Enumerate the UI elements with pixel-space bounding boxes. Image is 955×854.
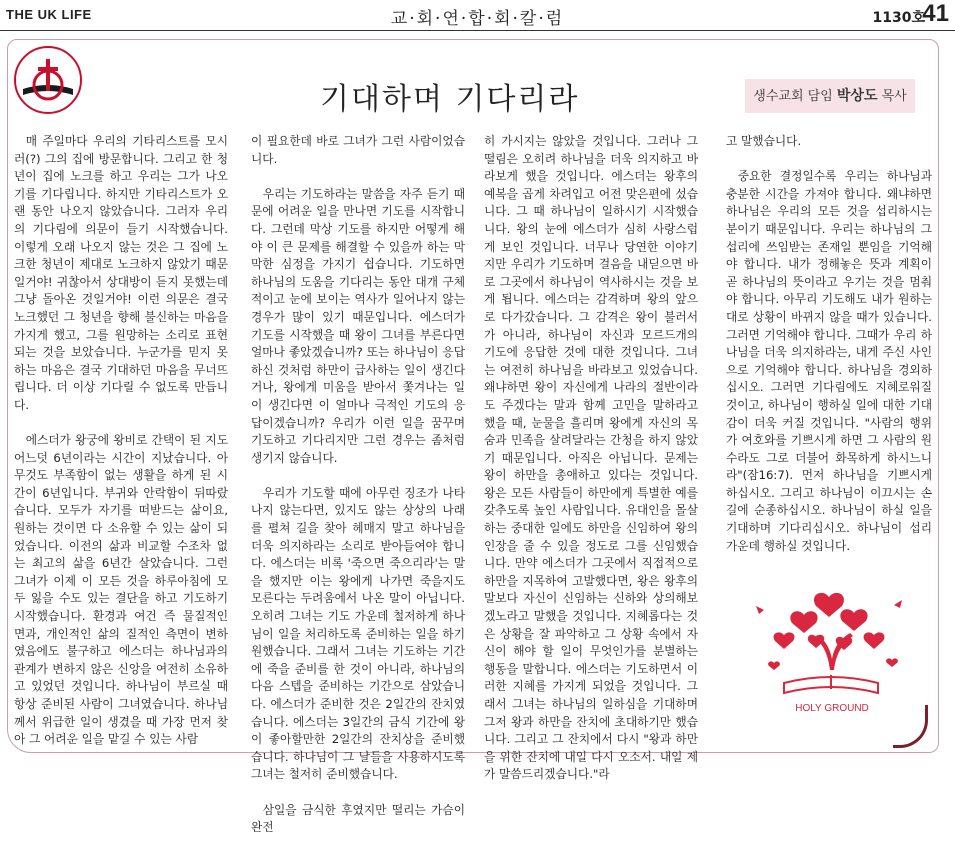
heart-tree-illustration [744,575,919,725]
article-column-3 [484,133,698,802]
paragraph: 매 주일마다 우리의 기타리스트를 모시러(?) 그의 집에 방문합니다. 그리고 한 청년이 집에 노크를 하고 우리는 그가 나오기를 기다립니다. 하지만 기타리스트가 오랜 동안 나오지 않았습니다. 그러자 우리의 기다림에 의문이 들기 시작했습니다. 이렇게 오래 나오지 않는 것은 그 집에 노크한 청년이 제대로 노크하지 않았기 때문일거야! 귀찮아서 상대방이 듣지 못했는데 그냥 돌아온 것일거야! 이런 의문은 결국 노크했던 그 청년을 향해 불신하는 마음을 가지게 했고, 그를 원망하는 소리로 표현되는 것을 보았습니다. 누군가를 믿지 못하는 마음은 결국 기대하던 마음을 무너뜨립니다. 더 이상 기다릴 수 없도록 만듭니다. [14,134,228,412]
section-title: 교·회·연·합·회·칼·럼 [390,9,565,29]
church-association-logo [13,45,83,115]
publication-name: THE UK LIFE [6,7,92,22]
paragraph: 우리가 기도할 때에 아무런 징조가 나타나지 않는다면, 있지도 않는 상상의 나래를 펼쳐 길을 찾아 헤매지 말고 하나님을 더욱 의지하라는 소리로 받아들여야 합니다. 에스더는 비록 '죽으면 죽으리라'는 말을 했지만 이는 왕에게 나가면 죽을지도 모른다는 두려움에서 나온 말이 아닙니다. 오히려 그녀는 기도 가운데 철저하게 하나님이 일을 처리하도록 준비하는 일을 하기 원했습니다. 그래서 그녀는 기도하는 기간에 죽을 준비를 한 것이 아니라, 하나님의 다음 스텝을 준비하는 기간으로 삼았습니다. 에스더가 준비한 것은 2일간의 잔치였습니다. 에스더는 3일간의 금식 기간에 왕이 좋아할만한 2일간의 잔치상을 준비했습니다. 하나님이 그 날들을 사용하시도록 그녀는 철저히 준비했습니다. [251,485,465,782]
illustration-caption: HOLY GROUND [795,703,869,714]
article-column-4 [726,133,932,573]
author-byline [745,79,915,113]
byline-role: 목사 [881,89,907,104]
issue-number: 1130호 [872,10,925,26]
paragraph: 고 말했습니다. [726,134,802,148]
paragraph: 에스더가 왕궁에 왕비로 간택이 된 지도 어느덧 6년이라는 시간이 지났습니다. 아무것도 부족함이 없는 생활을 하게 된 시간이 6년입니다. 부귀와 안락함이 뒤따랐습니다. 모두가 자기를 떠받드는 삶이요, 원하는 것이면 다 소유할 수 있는 삶이 되었습니다. 이전의 삶과 비교할 수조차 없는 최고의 삶을 6년간 살았습니다. 그런 그녀가 이제 이 모든 것을 하루아침에 모두 잃을 수도 있는 결단을 하고 기도하기 시작했습니다. 환경과 여건 즉 물질적인 면과, 개인적인 삶의 질적인 측면이 변하였음에도 불구하고 에스더는 하나님과의 관계가 변하지 않은 신앙을 여전히 소유하고 있었던 것입니다. 하나님이 부르실 때 항상 준비된 사람이 그녀였습니다. 하나님께서 위급한 일이 생겼을 때 가장 먼저 찾아 그 어려운 일을 맡길 수 있는 사람 [14,433,228,747]
paragraph: 우리는 기도하라는 말씀을 자주 듣기 때문에 어려운 일을 만나면 기도를 시작합니다. 그런데 막상 기도를 하지만 어떻게 해야 이 큰 문제를 해결할 수 있을까 하는 막막한 심정을 가지기 쉽습니다. 기도하면 하나님의 도움을 기다리는 동안 대개 구체적이고 눈에 보이는 역사가 일어나지 않는 경우가 많이 있기 때문입니다. 에스더가 기도를 시작했을 때 왕이 그녀를 부른다면 얼마나 좋았겠습니까? 또는 하나님이 응답하신 것처럼 하만이 급사하는 일이 생긴다거나, 왕에게 미움을 받아서 쫓겨나는 일이 생긴다면 이 얼마나 극적인 기도의 응답이겠습니까? 우리가 이런 일을 꿈꾸며 기도하고 기다리지만 그런 경우는 좀처럼 생기지 않습니다. [251,186,465,465]
byline-church: 생수교회 담임 [753,89,833,104]
paragraph: 중요한 결정일수록 우리는 하나님과 충분한 시간을 가져야 합니다. 왜냐하면 하나님은 우리의 모든 것을 섭리하시는 분이기 때문입니다. 우리는 하나님의 그 섭리에 쓰임받는 존재일 뿐임을 기억해야 합니다. 내가 정해놓은 뜻과 계획이 곧 하나님의 뜻이라고 우기는 것을 멈춰야 합니다. 아무리 기도해도 내가 원하는 대로 상황이 바뀌지 않을 때가 있습니다. 그러면 기억해야 합니다. 그때가 우리 하나님을 더욱 의지하라는, 내게 주신 사인으로 기억해야 합니다. 하나님을 경외하십시오. 그러면 기다림에도 지혜로워질 것이고, 하나님이 행하실 일에 대한 기대감이 더욱 커질 것입니다. "사람의 행위가 여호와를 기쁘시게 하면 그 사람의 원수라도 그로 더불어 화목하게 하시느니라"(잠16:7). 먼저 하나님을 기쁘시게 하십시오. 그리고 하나님이 이끄시는 손길에 순종하십시오. 하나님이 하실 일을 기대하며 기다리십시오. 하나님이 섭리가운데 행하실 것입니다. [726,169,932,553]
article-title: 기대하며 기다리라 [320,82,580,117]
paragraph: 히 가시지는 않았을 것입니다. 그러나 그 떨림은 오히려 하나님을 더욱 의지하고 바라보게 했을 것입니다. 에스더는 왕후의 예복을 곱게 차려입고 어전 맞은편에 섰습니다. 그 때 하나님이 일하시기 시작했습니다. 왕의 눈에 에스더가 심히 사랑스럽게 보인 것입니다. 너무나 당연한 이야기지만 우리가 기도하며 걸음을 내딛으면 바로 그곳에서 하나님이 역사하시는 것을 보게 됩니다. 에스더는 감격하며 왕의 앞으로 다가갔습니다. 그 감격은 왕이 불러서가 아니라, 하나님이 자신과 모르드개의 기도에 응답한 것에 대한 것입니다. 그녀는 여전히 하나님을 바라보고 있었습니다. 왜냐하면 왕이 자신에게 나라의 절반이라도 주겠다는 말과 함께 고민을 말하라고 했을 때, 눈물을 흘리며 왕에게 자신의 목숨과 민족을 살려달라는 간청을 하지 않았기 때문입니다. 아직은 아닙니다. 문제는 왕이 하만을 총애하고 있다는 것입니다. 왕은 모든 사람들이 하만에게 특별한 예를 갖추도록 높인 사람입니다. 유대인을 몰살하는 중대한 일에도 하만을 신임하여 왕의 인장을 줄 수 있을 정도로 그를 신임했습니다. 만약 에스더가 그곳에서 직접적으로 하만을 지목하여 고발했다면, 왕은 왕후의 말보다 자신이 신임하는 신하와 상의해보겠노라고 말했을 것입니다. 지혜롭다는 것은 상황을 잘 파악하고 그 상황 속에서 자신이 해야 할 일이 무엇인가를 분별하는 행동을 말합니다. 에스더는 기도하면서 이러한 지혜를 가지게 되었을 것입니다. 그래서 그녀는 하나님의 일하심을 기대하며 그저 왕과 하만을 잔치에 초대하기만 했습니다. 그리고 그 잔치에서 다시 "왕과 하만을 위한 잔치에 내일 다시 오소서. 내일 제가 말씀드리겠습니다."라 [484,134,698,782]
paragraph: 이 필요한데 바로 그녀가 그런 사람이었습니다. [251,134,465,166]
page-header [0,0,955,31]
page-number: 41 [922,0,949,27]
article-column-2 [251,133,465,854]
paragraph: 삼일을 금식한 후였지만 떨리는 가슴이 완전 [251,802,465,835]
byline-name: 박상도 [836,88,878,104]
article-column-1 [14,133,228,766]
